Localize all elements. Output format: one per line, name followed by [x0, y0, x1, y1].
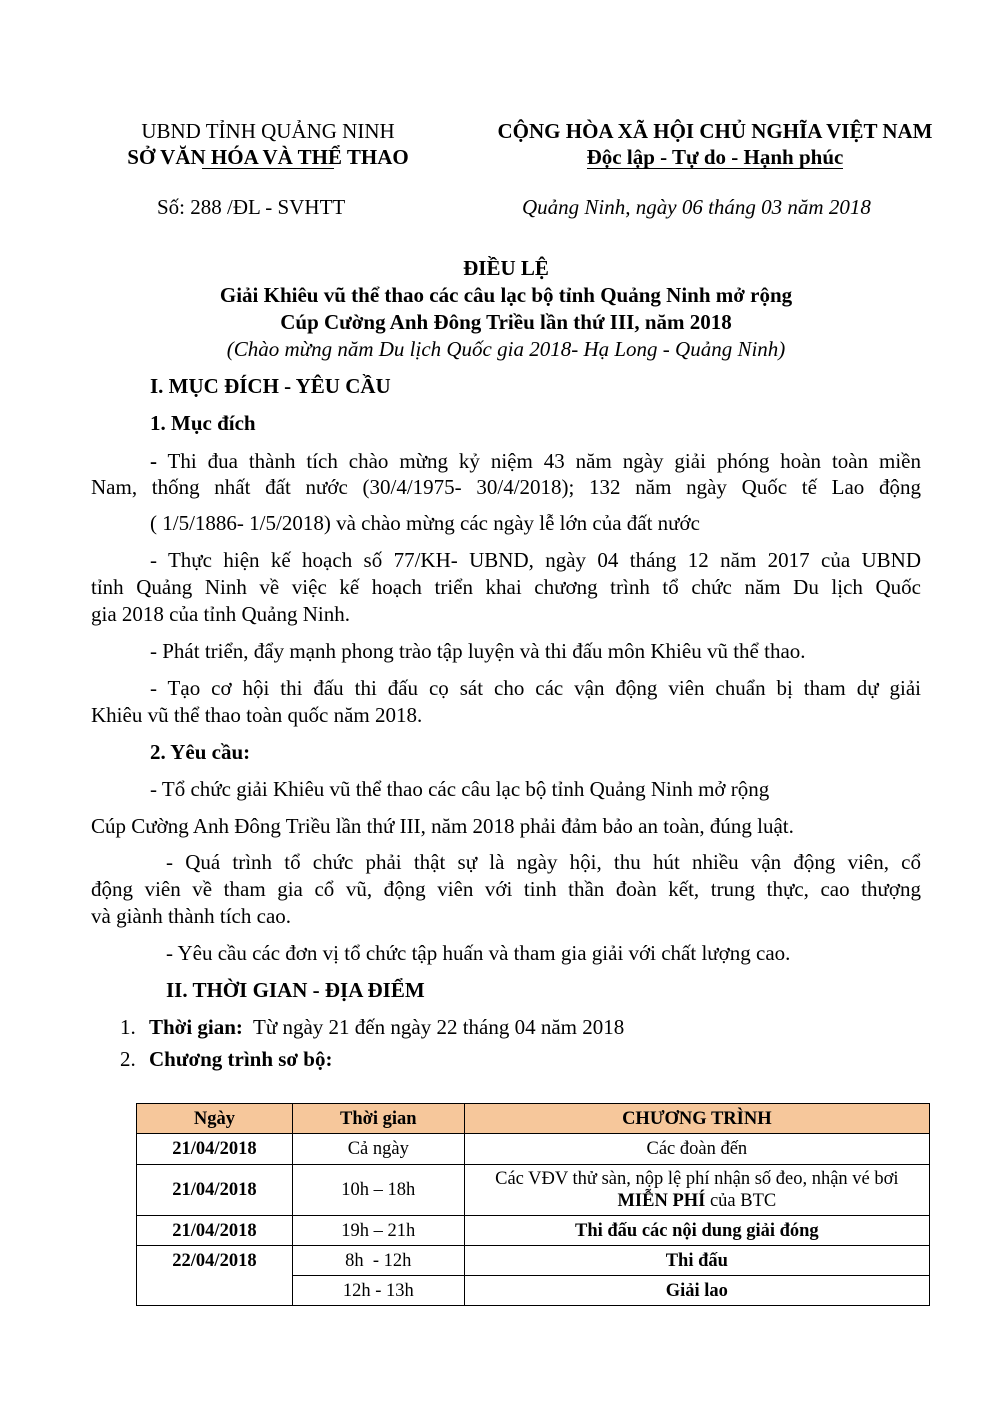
cell-date: 22/04/2018	[137, 1246, 293, 1306]
section-2-heading: II. THỜI GIAN - ĐỊA ĐIỂM	[166, 978, 425, 1002]
purpose-p2-line3: gia 2018 của tỉnh Quảng Ninh.	[91, 602, 350, 626]
subsection-purpose: 1. Mục đích	[150, 411, 256, 435]
purpose-p1-line1-text: Thi đua thành tích chào mừng kỷ niệm 43 năm ngày giải phóng hoàn toàn miền	[157, 449, 921, 473]
cell-time: Cả ngày	[292, 1134, 464, 1165]
item-time-number: 1.	[120, 1015, 136, 1039]
header-program: CHƯƠNG TRÌNH	[464, 1104, 929, 1134]
purpose-p1-dash: -	[150, 449, 157, 473]
purpose-p1-line1	[150, 448, 921, 475]
issuer-department	[108, 144, 428, 170]
cell-program	[464, 1165, 929, 1216]
cell-time: 19h – 21h	[292, 1216, 464, 1246]
req-p1-line1: - Tổ chức giải Khiêu vũ thể thao các câu lạc bộ tỉnh Quảng Ninh mở rộng	[150, 777, 770, 801]
item-program	[120, 1046, 332, 1073]
motto-text: Độc lập - Tự do - Hạnh phúc	[586, 145, 844, 169]
header-time: Thời gian	[292, 1104, 464, 1134]
purpose-p1-line3: ( 1/5/1886- 1/5/2018) và chào mừng các ngày lễ lớn của đất nước	[150, 511, 700, 535]
cell-time: 10h – 18h	[292, 1165, 464, 1216]
req-p2-line2: động viên về tham gia cổ vũ, động viên với tinh thần đoàn kết, trung thực, cao thượng	[91, 877, 921, 901]
purpose-p2-line1: - Thực hiện kế hoạch số 77/KH- UBND, ngày 04 tháng 12 năm 2017 của UBND	[150, 548, 921, 572]
purpose-p2-line2: tỉnh Quảng Ninh về việc kế hoạch triển khai chương trình tổ chức năm Du lịch Quốc	[91, 575, 921, 599]
table-row	[137, 1216, 930, 1246]
section-1-heading: I. MỤC ĐÍCH - YÊU CẦU	[150, 374, 391, 398]
issuer-province: UBND TỈNH QUẢNG NINH	[141, 119, 395, 143]
header-date: Ngày	[137, 1104, 293, 1134]
subsection-requirements: 2. Yêu cầu:	[150, 740, 251, 764]
motto	[485, 144, 945, 170]
cell-program-tail: của BTC	[705, 1191, 777, 1211]
issuer-block	[108, 118, 428, 170]
table-row	[137, 1246, 930, 1276]
item-program-label: Chương trình sơ bộ:	[149, 1047, 333, 1071]
place-date: Quảng Ninh, ngày 06 tháng 03 năm 2018	[522, 195, 871, 219]
title-subtitle: (Chào mừng năm Du lịch Quốc gia 2018- Hạ Long - Quảng Ninh)	[226, 337, 786, 361]
national-motto-block	[485, 118, 945, 170]
item-time-text: Từ ngày 21 đến ngày 22 tháng 04 năm 2018	[242, 1015, 625, 1039]
cell-program: Các đoàn đến	[464, 1134, 929, 1165]
cell-date: 21/04/2018	[137, 1134, 293, 1165]
req-p2-line1: - Quá trình tổ chức phải thật sự là ngày hội, thu hút nhiều vận động viên, cổ	[166, 850, 921, 874]
issuer-department-text: SỞ VĂN HÓA VÀ THỂ THAO	[127, 145, 409, 169]
req-p2-line3: và giành thành tích cao.	[91, 904, 292, 928]
cell-date: 21/04/2018	[137, 1165, 293, 1216]
cell-program-line1: Các VĐV thử sàn, nộp lệ phí nhận số đeo, nhận vé bơi	[495, 1169, 899, 1189]
schedule-table	[136, 1103, 930, 1306]
purpose-p4-line1: - Tạo cơ hội thi đấu thi đấu cọ sát cho các vận động viên chuẩn bị tham dự giải	[150, 676, 921, 700]
title-line-1: Giải Khiêu vũ thể thao các câu lạc bộ tỉnh Quảng Ninh mở rộng	[219, 283, 793, 307]
cell-program: Thi đấu các nội dung giải đóng	[464, 1216, 929, 1246]
cell-date: 21/04/2018	[137, 1216, 293, 1246]
table-row	[137, 1134, 930, 1165]
purpose-p3: - Phát triển, đẩy mạnh phong trào tập luyện và thi đấu môn Khiêu vũ thể thao.	[150, 639, 806, 663]
cell-program: Thi đấu	[464, 1246, 929, 1276]
cell-program-free: MIỄN PHÍ	[617, 1191, 706, 1211]
schedule-header-row	[137, 1104, 930, 1134]
table-row	[137, 1165, 930, 1216]
issuer-underline	[202, 168, 334, 169]
purpose-p1-line2: Nam, thống nhất đất nước (30/4/1975- 30/4/2018); 132 năm ngày Quốc tế Lao động	[91, 475, 921, 499]
req-p3: - Yêu cầu các đơn vị tổ chức tập huấn và tham gia giải với chất lượng cao.	[166, 941, 791, 965]
cell-time: 8h - 12h	[292, 1246, 464, 1276]
purpose-p4-line2: Khiêu vũ thể thao toàn quốc năm 2018.	[91, 703, 423, 727]
item-program-number: 2.	[120, 1047, 136, 1071]
cell-program-line2	[469, 1190, 925, 1212]
document-title: ĐIỀU LỆ	[463, 256, 549, 280]
item-time-label: Thời gian:	[149, 1015, 243, 1039]
title-line-2: Cúp Cường Anh Đông Triều lần thứ III, năm 2018	[280, 310, 732, 334]
country-name: CỘNG HÒA XÃ HỘI CHỦ NGHĨA VIỆT NAM	[497, 119, 933, 143]
cell-time: 12h - 13h	[292, 1276, 464, 1306]
item-time	[120, 1014, 624, 1041]
req-p1-line2: Cúp Cường Anh Đông Triều lần thứ III, năm 2018 phải đảm bảo an toàn, đúng luật.	[91, 814, 794, 838]
document-number: Số: 288 /ĐL - SVHTT	[157, 195, 346, 219]
cell-program: Giải lao	[464, 1276, 929, 1306]
